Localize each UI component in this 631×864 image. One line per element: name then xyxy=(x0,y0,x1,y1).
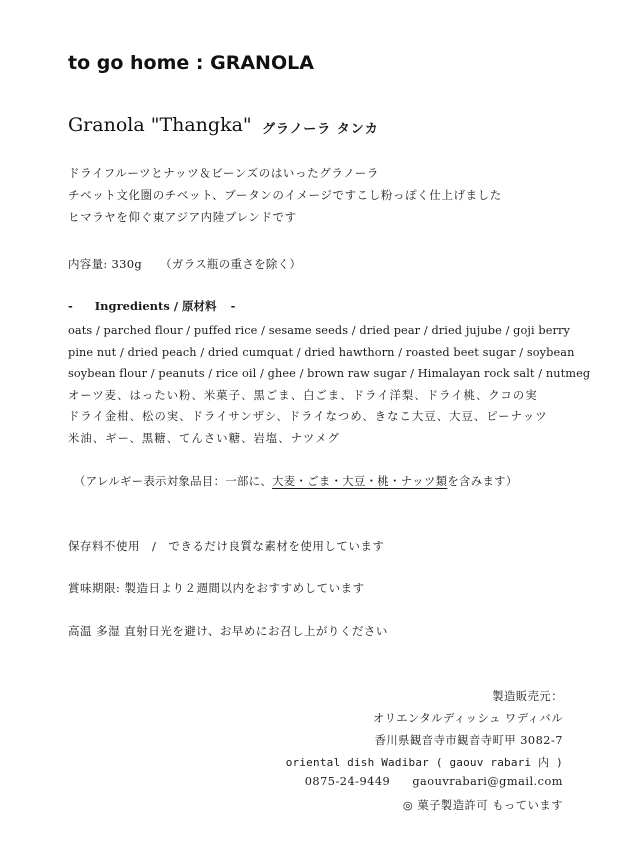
best-before-note: 賞味期限: 製造日より２週間以内をおすすめしています xyxy=(68,581,365,595)
content-weight xyxy=(68,256,301,272)
ingredients-line-ja: ドライ金柑、松の実、ドライサンザシ、ドライなつめ、きなこ大豆、大豆、ピーナッツ xyxy=(68,410,548,424)
allergy-notice xyxy=(74,473,518,489)
maker-license: ◎ 菓子製造許可 もっています xyxy=(402,799,563,812)
maker-name-japanese: オリエンタルディッシュ ワディバル xyxy=(372,712,563,725)
maker-phone: 0875-24-9449 xyxy=(304,775,391,788)
ingredients-line-ja: 米油、ギー、黒糖、てんさい糖、岩塩、ナツメグ xyxy=(68,431,340,445)
header-title: to go home : GRANOLA xyxy=(68,52,314,74)
allergy-prefix: （アレルギー表示対象品目：一部に、 xyxy=(74,475,273,488)
content-weight-note: （ガラス瓶の重さを除く） xyxy=(160,257,302,271)
description xyxy=(68,163,502,229)
allergy-suffix: を含みます） xyxy=(447,475,518,488)
maker-contact xyxy=(305,775,563,788)
ingredients-line-en: soybean flour / peanuts / rice oil / ghee / brown raw sugar / Himalayan rock salt / nutmeg xyxy=(68,367,591,381)
ingredients-heading-label: Ingredients / 原材料 xyxy=(94,299,217,313)
ingredients-line-ja: オーツ麦、はったい粉、米菓子、黒ごま、白ごま、ドライ洋梨、ドライ桃、クコの実 xyxy=(68,388,538,402)
allergy-items: 大麦・ごま・大豆・桃・ナッツ類 xyxy=(272,475,448,488)
heading-dash: - xyxy=(68,299,73,313)
storage-note: 高温 多湿 直射日光を避け、お早めにお召し上がりください xyxy=(68,624,388,638)
maker-address: 香川県観音寺市観音寺町甲 3082-7 xyxy=(374,734,563,747)
maker-name-english: oriental dish Wadibar ( gaouv rabari 内 ) xyxy=(285,756,563,769)
description-line: ドライフルーツとナッツ＆ビーンズのはいったグラノーラ xyxy=(68,166,380,180)
product-title-japanese: グラノーラ タンカ xyxy=(262,122,379,137)
ingredients-line-en: oats / parched flour / puffed rice / sesame seeds / dried pear / dried jujube / goji berry xyxy=(68,324,571,337)
description-line: チベット文化圏のチベット、ブータンのイメージですこし粉っぽく仕上げました xyxy=(68,188,502,202)
ingredients-list xyxy=(68,320,590,450)
ingredients-heading xyxy=(68,298,235,314)
ingredients-line-en: pine nut / dried peach / dried cumquat / dried hawthorn / roasted beet sugar / soybean xyxy=(68,345,575,359)
product-title: Granola "Thangka" xyxy=(68,114,252,136)
heading-dash: - xyxy=(230,299,236,313)
content-weight-label: 内容量: 330g xyxy=(68,257,143,271)
description-line: ヒマラヤを仰ぐ東アジア内陸ブレンドです xyxy=(68,210,297,224)
maker-label: 製造販売元： xyxy=(492,690,563,703)
preservative-note: 保存料不使用 / できるだけ良質な素材を使用しています xyxy=(68,539,385,553)
maker-email: gaouvrabari@gmail.com xyxy=(412,775,563,788)
